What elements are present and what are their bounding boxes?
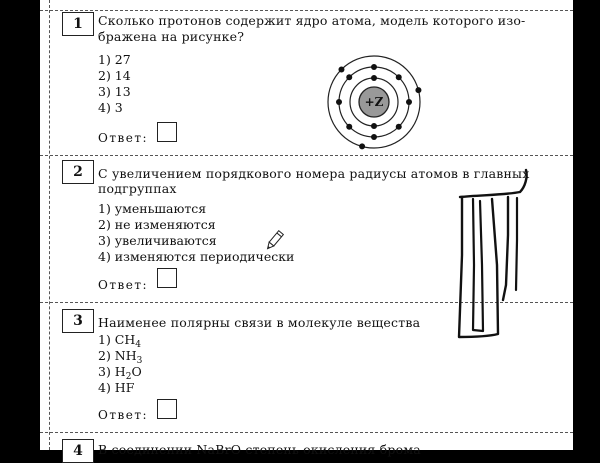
electron-dot [371,64,377,70]
electron-dot [415,87,421,93]
question-2-option-1: 1) уменьшаются [98,201,207,216]
question-3-option-3: 3) $H_2O$ [98,364,142,382]
electron-dot [396,74,402,80]
question-3-text: Наименее полярны связи в молекуле вещества [98,315,421,330]
question-1-option-1: 1) 27 [98,52,131,67]
question-2-option-4: 4) изменяются периодически [98,249,295,264]
electron-dot [336,99,342,105]
question-2-text-line1: С увеличением порядкового номера радиусы атомов в главных [98,166,530,181]
left-margin-line [49,0,50,450]
question-4-text: В соединении NaBrO степень окисления брома [98,442,421,457]
question-2-text-line2: подгруппах [98,181,177,196]
section-divider [40,155,573,156]
question-1-answer-label: Ответ: [98,131,149,145]
section-divider [40,432,573,433]
question-number-1: 1 [62,12,94,36]
electron-dot [338,66,344,72]
electron-dot [346,74,352,80]
question-3-answer-label: Ответ: [98,408,149,422]
question-2-answer-label: Ответ: [98,278,149,292]
nucleus-label: +Z [364,95,384,109]
electron-dot [371,123,377,129]
question-number-4: 4 [62,439,94,463]
electron-dot [346,124,352,130]
question-3-answer-box[interactable] [157,399,177,419]
worksheet-page [40,0,573,459]
question-1-option-3: 3) 13 [98,84,131,99]
question-2-option-2: 2) не изменяются [98,217,216,232]
question-1-text-line2: бражена на рисунке? [98,29,245,44]
hand-drawn-annotation [450,165,540,345]
section-divider [40,10,573,11]
electron-dot [371,75,377,81]
question-2-answer-box[interactable] [157,268,177,288]
question-3-option-2: 2) $NH_3$ [98,348,143,366]
electron-dot [396,124,402,130]
pencil-cursor-icon [262,229,286,253]
question-3-option-4: 4) HF [98,380,135,395]
electron-dot [359,143,365,149]
electron-dot [371,134,377,140]
question-1-option-4: 4) 3 [98,100,123,115]
question-3-option-1: 1) $CH_4$ [98,332,142,350]
electron-dot [406,99,412,105]
question-1-text-line1: Сколько протонов содержит ядро атома, модель которого изо- [98,13,526,28]
question-2-option-3: 3) увеличиваются [98,233,217,248]
question-1-option-2: 2) 14 [98,68,131,83]
question-1-answer-box[interactable] [157,122,177,142]
question-number-2: 2 [62,160,94,184]
question-number-3: 3 [62,309,94,333]
atom-model-diagram [319,47,429,157]
